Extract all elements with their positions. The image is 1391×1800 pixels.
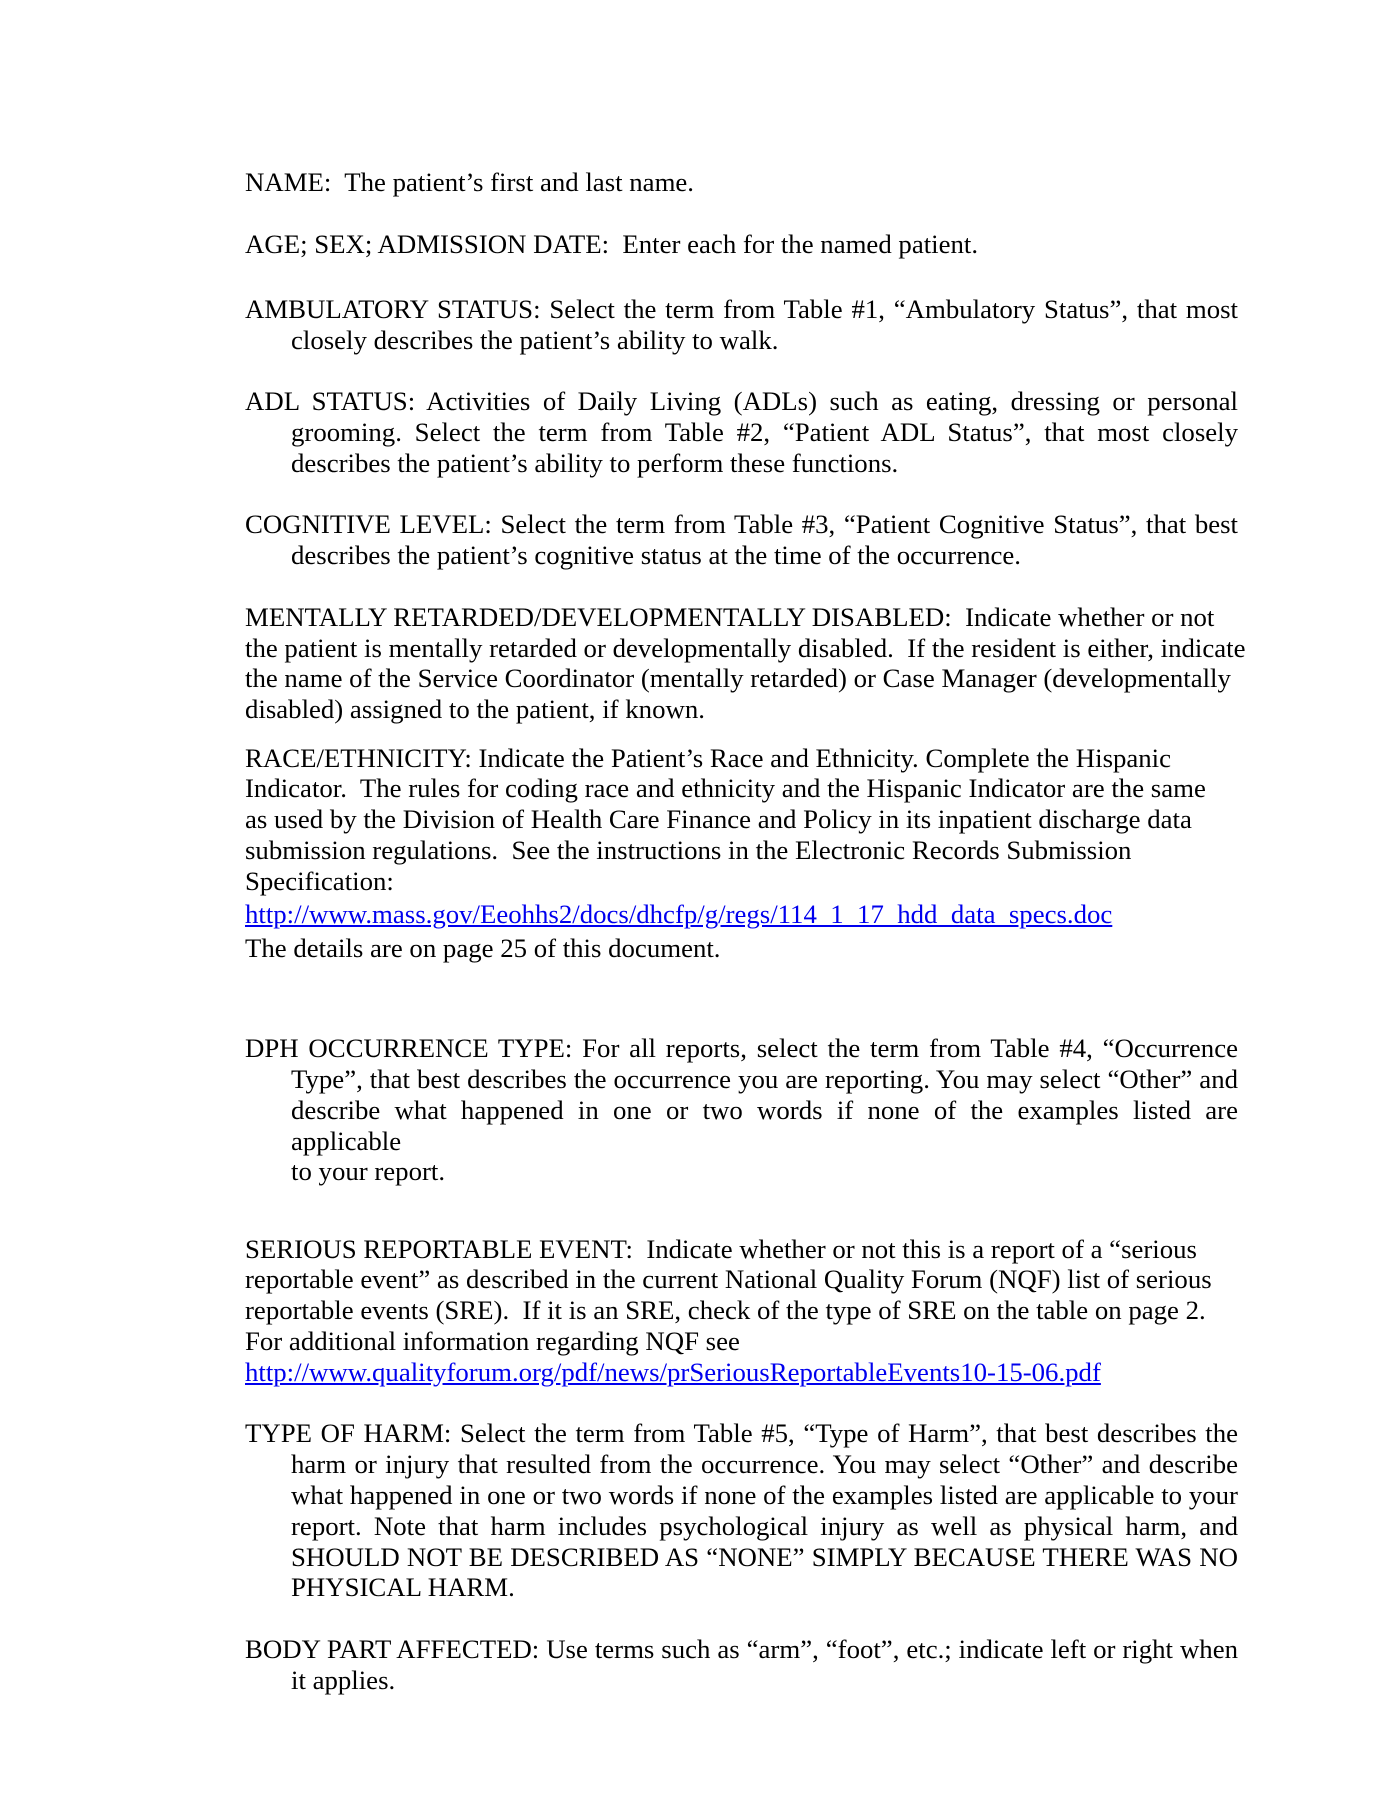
paragraph-dph-occurrence-type [245,1033,1238,1187]
text-line: report. Note that harm includes psychological injury as well as physical harm, and [291,1510,1238,1541]
text-line: Specification: [245,865,394,896]
text-line: DPH OCCURRENCE TYPE: For all reports, select the term from Table #4, “Occurrence [245,1033,1238,1064]
paragraph-name [245,167,1238,198]
text-line: NAME: The patient’s first and last name. [245,167,695,197]
text-line: BODY PART AFFECTED: Use terms such as “arm”, “foot”, etc.; indicate left or right when [245,1633,1238,1664]
text-line: closely describes the patient’s ability to walk. [291,324,779,355]
paragraph-age-sex-admission-date [245,229,1238,260]
text-line: to your report. [291,1156,446,1187]
text-line: submission regulations. See the instructions in the Electronic Records Submission [245,834,1132,865]
text-line: TYPE OF HARM: Select the term from Table #5, “Type of Harm”, that best describes the [245,1418,1238,1449]
paragraph-serious-reportable-event [245,1234,1238,1388]
text-line: COGNITIVE LEVEL: Select the term from Table #3, “Patient Cognitive Status”, that best [245,509,1238,540]
text-line: AGE; SEX; ADMISSION DATE: Enter each for the named patient. [245,228,979,259]
text-line: ADL STATUS: Activities of Daily Living (ADLs) such as eating, dressing or personal [245,386,1238,417]
paragraph-ambulatory-status [245,294,1238,356]
text-line: PHYSICAL HARM. [291,1572,515,1603]
text-line: SHOULD NOT BE DESCRIBED AS “NONE” SIMPLY BECAUSE THERE WAS NO [291,1541,1238,1572]
text-line: AMBULATORY STATUS: Select the term from Table #1, “Ambulatory Status”, that most [245,293,1238,324]
text-line: RACE/ETHNICITY: Indicate the Patient’s Race and Ethnicity. Complete the Hispanic [245,742,1172,773]
text-line: harm or injury that resulted from the occurrence. You may select “Other” and describe [291,1449,1238,1480]
text-line: reportable events (SRE). If it is an SRE, check of the type of SRE on the table on page 2. [245,1295,1206,1326]
text-line: disabled) assigned to the patient, if known. [245,694,705,725]
text-line: as used by the Division of Health Care Finance and Policy in its inpatient discharge data [245,804,1192,835]
text-line: Indicator. The rules for coding race and ethnicity and the Hispanic Indicator are the same [245,773,1206,804]
text-line: For additional information regarding NQF see [245,1326,740,1356]
text-line: what happened in one or two words if none of the examples listed are applicable to your [291,1479,1238,1510]
paragraph-adl-status [245,386,1238,478]
paragraph-cognitive-level [245,509,1238,571]
text-line: SERIOUS REPORTABLE EVENT: Indicate whether or not this is a report of a “serious [245,1233,1197,1264]
text-line: describes the patient’s ability to perform these functions. [291,447,899,478]
text-line: the patient is mentally retarded or developmentally disabled. If the resident is either, indicate [245,632,1246,663]
text-line: The details are on page 25 of this document. [245,933,721,964]
paragraph-body-part-affected [245,1634,1238,1696]
text-line: describe what happened in one or two words if none of the examples listed are applicable [291,1094,1238,1156]
text-line: reportable event” as described in the current National Quality Forum (NQF) list of serious [245,1264,1212,1295]
text-line: Type”, that best describes the occurrence you are reporting. You may select “Other” and [291,1063,1238,1094]
qualityforum-sre-link[interactable]: http://www.qualityforum.org/pdf/news/prSeriousReportableEvents10-15-06.pdf [245,1356,1101,1387]
text-line: describes the patient’s cognitive status at the time of the occurrence. [291,540,1021,571]
text-line: MENTALLY RETARDED/DEVELOPMENTALLY DISABLED: Indicate whether or not [245,601,1215,632]
document-content [245,167,1246,1696]
paragraph-type-of-harm [245,1418,1238,1603]
text-line: it applies. [291,1664,396,1695]
text-line: the name of the Service Coordinator (mentally retarded) or Case Manager (developmentally [245,663,1231,694]
mass-gov-hdd-data-specs-link[interactable]: http://www.mass.gov/Eeohhs2/docs/dhcfp/g/regs/114_1_17_hdd_data_specs.doc [245,898,1113,929]
text-line: grooming. Select the term from Table #2, “Patient ADL Status”, that most closely [291,417,1238,448]
paragraph-mentally-retarded-developmentally-disabled [245,601,1246,725]
paragraph-race-ethnicity [245,743,1238,965]
